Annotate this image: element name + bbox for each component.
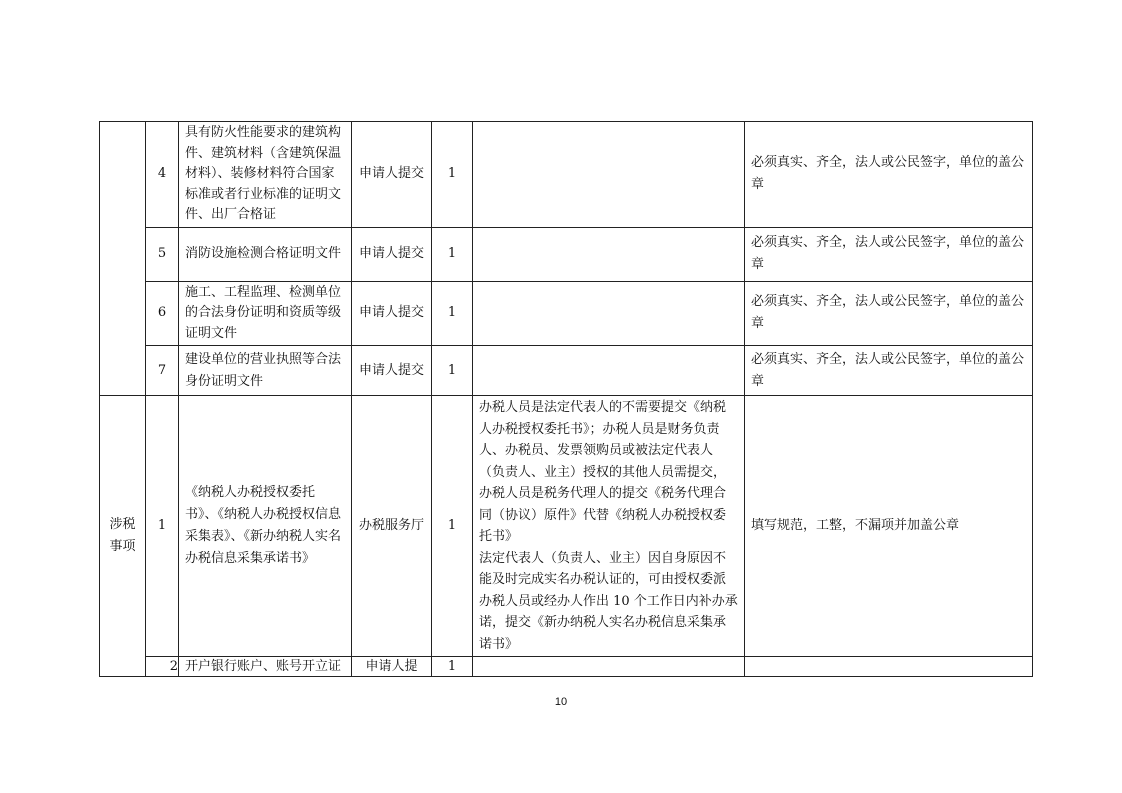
requirement: 必须真实、齐全，法人或公民签字，单位的盖公章 — [745, 122, 1033, 228]
row-number: 1 — [146, 396, 179, 657]
table-row — [100, 122, 1033, 228]
material-name: 《纳税人办税授权委托书》、《纳税人办税授权信息采集表》、《新办纳税人实名办税信息采集承诺书》 — [179, 396, 352, 657]
notes: 办税人员是法定代表人的不需要提交《纳税人办税授权委托书》；办税人员是财务负责人、办税员、发票领购员或被法定代表人（负责人、业主）授权的其他人员需提交，办税人员是税务代理人的提交《税务代理合同（协议）原件》代替《纳税人办税授权委托书》 法定代表人（负责人、业主）因自身原因不能及时完成实名办税认证的，可由授权委派办税人员或经办人作出 10 个工作日内补办承诺，提交《新办纳税人实名办税信息采集承诺书》 — [473, 396, 745, 657]
row-number: 6 — [146, 281, 179, 346]
material-name: 消防设施检测合格证明文件 — [179, 227, 352, 281]
page-number: 10 — [554, 696, 568, 708]
copies: 1 — [432, 346, 473, 396]
row-number: 5 — [146, 227, 179, 281]
requirement: 必须真实、齐全，法人或公民签字，单位的盖公章 — [745, 281, 1033, 346]
material-name: 施工、工程监理、检测单位的合法身份证明和资质等级证明文件 — [179, 281, 352, 346]
requirement: 必须真实、齐全，法人或公民签字，单位的盖公章 — [745, 227, 1033, 281]
material-source: 申请人提 — [352, 657, 432, 677]
material-name: 开户银行账户、账号开立证 — [179, 657, 352, 677]
table-row — [100, 396, 1033, 657]
copies: 1 — [432, 122, 473, 228]
material-name: 具有防火性能要求的建筑构件、建筑材料（含建筑保温材料）、装修材料符合国家标准或者行业标准的证明文件、出厂合格证 — [179, 122, 352, 228]
requirement: 必须真实、齐全，法人或公民签字，单位的盖公章 — [745, 346, 1033, 396]
table-row — [100, 657, 1033, 677]
table-row — [100, 227, 1033, 281]
copies: 1 — [432, 657, 473, 677]
copies: 1 — [432, 281, 473, 346]
notes — [473, 346, 745, 396]
copies: 1 — [432, 396, 473, 657]
material-source: 申请人提交 — [352, 122, 432, 228]
requirement: 填写规范，工整，不漏项并加盖公章 — [745, 396, 1033, 657]
material-source: 申请人提交 — [352, 346, 432, 396]
notes — [473, 281, 745, 346]
row-number: 4 — [146, 122, 179, 228]
row-number: 2 — [146, 657, 179, 677]
material-source: 办税服务厅 — [352, 396, 432, 657]
table-row — [100, 346, 1033, 396]
requirement — [745, 657, 1033, 677]
row-number: 7 — [146, 346, 179, 396]
material-name: 建设单位的营业执照等合法身份证明文件 — [179, 346, 352, 396]
notes — [473, 122, 745, 228]
material-source: 申请人提交 — [352, 227, 432, 281]
category-cell-empty — [100, 122, 146, 396]
copies: 1 — [432, 227, 473, 281]
notes — [473, 227, 745, 281]
table-row — [100, 281, 1033, 346]
material-source: 申请人提交 — [352, 281, 432, 346]
notes — [473, 657, 745, 677]
materials-table — [99, 121, 1033, 677]
category-tax: 涉税事项 — [100, 396, 146, 677]
